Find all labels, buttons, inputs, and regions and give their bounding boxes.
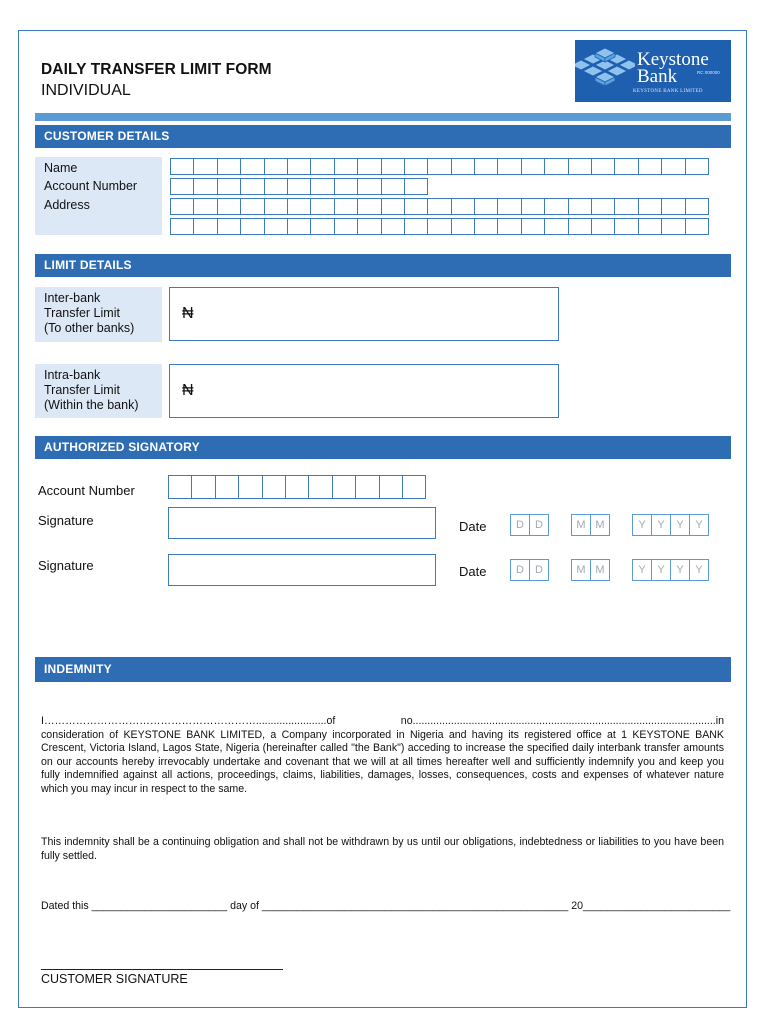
inter-bank-label-line1: Inter-bank bbox=[44, 291, 101, 305]
customer-signature-line[interactable] bbox=[41, 969, 283, 970]
char-cell[interactable] bbox=[310, 158, 334, 175]
char-cell[interactable] bbox=[614, 158, 638, 175]
char-cell[interactable] bbox=[217, 198, 241, 215]
char-cell[interactable] bbox=[521, 218, 545, 235]
date-year-1[interactable] bbox=[632, 514, 708, 536]
customer-labels-panel bbox=[35, 157, 162, 235]
char-cell[interactable] bbox=[544, 158, 568, 175]
char-cell[interactable] bbox=[404, 158, 428, 175]
inter-bank-label-panel bbox=[35, 287, 162, 342]
intra-bank-label-line3: (Within the bank) bbox=[44, 398, 139, 412]
char-cell[interactable] bbox=[381, 178, 405, 195]
char-cell[interactable] bbox=[287, 198, 311, 215]
char-cell[interactable] bbox=[685, 218, 709, 235]
char-cell[interactable] bbox=[287, 178, 311, 195]
naira-symbol: ₦ bbox=[182, 305, 194, 322]
char-cell[interactable] bbox=[544, 218, 568, 235]
intra-bank-limit-field[interactable] bbox=[169, 364, 559, 418]
date-cell[interactable]: M bbox=[571, 559, 591, 581]
char-cell[interactable] bbox=[170, 158, 194, 175]
char-cell[interactable] bbox=[264, 198, 288, 215]
char-cell[interactable] bbox=[264, 158, 288, 175]
char-cell[interactable] bbox=[334, 218, 358, 235]
char-cell[interactable] bbox=[661, 198, 685, 215]
char-cell[interactable] bbox=[591, 158, 615, 175]
char-cell[interactable] bbox=[614, 198, 638, 215]
char-cell[interactable] bbox=[614, 218, 638, 235]
char-cell[interactable] bbox=[474, 198, 498, 215]
char-cell[interactable] bbox=[240, 158, 264, 175]
char-cell[interactable] bbox=[497, 158, 521, 175]
logo-word-keystone: Keystone bbox=[637, 49, 709, 70]
address-cells-line2[interactable] bbox=[170, 218, 708, 235]
char-cell[interactable] bbox=[404, 178, 428, 195]
char-cell[interactable] bbox=[334, 158, 358, 175]
char-cell[interactable] bbox=[193, 158, 217, 175]
char-cell[interactable] bbox=[287, 218, 311, 235]
char-cell[interactable] bbox=[217, 158, 241, 175]
header-divider-bar bbox=[35, 113, 731, 121]
section-limit-details: LIMIT DETAILS bbox=[35, 254, 731, 277]
date-cell[interactable]: Y bbox=[689, 514, 709, 536]
char-cell[interactable] bbox=[285, 475, 309, 499]
char-cell[interactable] bbox=[262, 475, 286, 499]
char-cell[interactable] bbox=[332, 475, 356, 499]
char-cell[interactable] bbox=[193, 198, 217, 215]
date-cell[interactable]: Y bbox=[651, 514, 671, 536]
char-cell[interactable] bbox=[521, 158, 545, 175]
indemnity-paragraph-1: I……………………………………………………........................of no.......................................................................................................in consideration of KEYSTONE BANK LIMITED, a Company incorporated in Nigeria and having its registered office at 1 KEYSTONE BANK Crescent, Victoria Island, Lagos State, Nigeria (hereinafter called "the Bank") acceding to increase the specified daily interbank transfer amounts on our accounts hereby irrevocably undertake and covenant that we will at all times hereafter well and sufficiently indemnify you and keep you fully indemnified against all actions, proceedings, claims, liabilities, damages, losses, consequences, costs and expenses of whatever nature which you may incur in respect to the same. bbox=[41, 715, 724, 795]
char-cell[interactable] bbox=[357, 198, 381, 215]
char-cell[interactable] bbox=[217, 218, 241, 235]
char-cell[interactable] bbox=[661, 158, 685, 175]
char-cell[interactable] bbox=[402, 475, 426, 499]
char-cell[interactable] bbox=[357, 218, 381, 235]
name-cells[interactable] bbox=[170, 158, 708, 175]
customer-signature-label: CUSTOMER SIGNATURE bbox=[41, 972, 188, 986]
char-cell[interactable] bbox=[661, 218, 685, 235]
char-cell[interactable] bbox=[451, 198, 475, 215]
form-subtitle: INDIVIDUAL bbox=[41, 82, 131, 99]
date-cell[interactable]: D bbox=[510, 559, 530, 581]
char-cell[interactable] bbox=[215, 475, 239, 499]
char-cell[interactable] bbox=[638, 198, 662, 215]
date-label-1: Date bbox=[459, 519, 487, 534]
account-number-cells[interactable] bbox=[170, 178, 427, 195]
date-cell[interactable]: D bbox=[529, 559, 549, 581]
char-cell[interactable] bbox=[591, 198, 615, 215]
inter-bank-label-line2: Transfer Limit bbox=[44, 306, 120, 320]
date-year-2[interactable] bbox=[632, 559, 708, 581]
date-day-1[interactable] bbox=[510, 514, 548, 536]
char-cell[interactable] bbox=[591, 218, 615, 235]
char-cell[interactable] bbox=[521, 198, 545, 215]
inter-bank-label-line3: (To other banks) bbox=[44, 321, 135, 335]
char-cell[interactable] bbox=[191, 475, 215, 499]
keystone-cubes-icon bbox=[575, 40, 635, 102]
char-cell[interactable] bbox=[357, 158, 381, 175]
char-cell[interactable] bbox=[474, 218, 498, 235]
char-cell[interactable] bbox=[427, 218, 451, 235]
intra-bank-label-line2: Transfer Limit bbox=[44, 383, 120, 397]
char-cell[interactable] bbox=[685, 158, 709, 175]
date-day-2[interactable] bbox=[510, 559, 548, 581]
intra-bank-label-line1: Intra-bank bbox=[44, 368, 101, 382]
char-cell[interactable] bbox=[381, 218, 405, 235]
date-cell[interactable]: Y bbox=[651, 559, 671, 581]
date-cell[interactable]: Y bbox=[670, 559, 690, 581]
address-cells-line1[interactable] bbox=[170, 198, 708, 215]
char-cell[interactable] bbox=[170, 218, 194, 235]
char-cell[interactable] bbox=[497, 218, 521, 235]
char-cell[interactable] bbox=[217, 178, 241, 195]
account-number-label: Account Number bbox=[44, 179, 138, 193]
char-cell[interactable] bbox=[638, 218, 662, 235]
logo-word-bank: Bank bbox=[637, 66, 678, 87]
char-cell[interactable] bbox=[193, 178, 217, 195]
date-cell[interactable]: M bbox=[571, 514, 591, 536]
date-cell[interactable]: Y bbox=[632, 559, 652, 581]
date-cell[interactable]: Y bbox=[632, 514, 652, 536]
date-cell[interactable]: M bbox=[590, 559, 610, 581]
address-label: Address bbox=[44, 198, 90, 212]
char-cell[interactable] bbox=[240, 178, 264, 195]
indemnity-paragraph-2: This indemnity shall be a continuing obligation and shall not be withdrawn by us until our obligations, indebtedness or liabilities to you have been fully settled. bbox=[41, 836, 724, 862]
char-cell[interactable] bbox=[240, 218, 264, 235]
char-cell[interactable] bbox=[355, 475, 379, 499]
char-cell[interactable] bbox=[310, 218, 334, 235]
char-cell[interactable] bbox=[451, 158, 475, 175]
signatory-account-cells[interactable] bbox=[168, 475, 425, 499]
char-cell[interactable] bbox=[264, 178, 288, 195]
char-cell[interactable] bbox=[568, 198, 592, 215]
char-cell[interactable] bbox=[544, 198, 568, 215]
section-indemnity: INDEMNITY bbox=[35, 657, 731, 682]
char-cell[interactable] bbox=[427, 198, 451, 215]
char-cell[interactable] bbox=[238, 475, 262, 499]
date-month-2[interactable] bbox=[571, 559, 609, 581]
char-cell[interactable] bbox=[381, 158, 405, 175]
date-month-1[interactable] bbox=[571, 514, 609, 536]
char-cell[interactable] bbox=[308, 475, 332, 499]
char-cell[interactable] bbox=[568, 218, 592, 235]
char-cell[interactable] bbox=[451, 218, 475, 235]
char-cell[interactable] bbox=[568, 158, 592, 175]
naira-symbol: ₦ bbox=[182, 382, 194, 399]
date-cell[interactable]: Y bbox=[689, 559, 709, 581]
keystone-bank-logo bbox=[575, 40, 731, 102]
signature-field-2[interactable] bbox=[168, 554, 436, 586]
date-cell[interactable]: Y bbox=[670, 514, 690, 536]
signature-label-2: Signature bbox=[38, 558, 94, 573]
char-cell[interactable] bbox=[379, 475, 403, 499]
char-cell[interactable] bbox=[381, 198, 405, 215]
signatory-account-label: Account Number bbox=[38, 483, 135, 498]
char-cell[interactable] bbox=[357, 178, 381, 195]
section-authorized-signatory: AUTHORIZED SIGNATORY bbox=[35, 436, 731, 459]
form-title: DAILY TRANSFER LIMIT FORM bbox=[41, 61, 272, 78]
char-cell[interactable] bbox=[170, 198, 194, 215]
char-cell[interactable] bbox=[427, 158, 451, 175]
date-label-2: Date bbox=[459, 564, 487, 579]
char-cell[interactable] bbox=[685, 198, 709, 215]
char-cell[interactable] bbox=[497, 198, 521, 215]
char-cell[interactable] bbox=[240, 198, 264, 215]
char-cell[interactable] bbox=[310, 198, 334, 215]
char-cell[interactable] bbox=[404, 198, 428, 215]
char-cell[interactable] bbox=[193, 218, 217, 235]
name-label: Name bbox=[44, 161, 78, 175]
char-cell[interactable] bbox=[264, 218, 288, 235]
logo-tagline: KEYSTONE BANK LIMITED bbox=[633, 89, 703, 94]
date-cell[interactable]: D bbox=[529, 514, 549, 536]
section-customer-details: CUSTOMER DETAILS bbox=[35, 125, 731, 148]
signature-label-1: Signature bbox=[38, 513, 94, 528]
char-cell[interactable] bbox=[168, 475, 192, 499]
char-cell[interactable] bbox=[334, 178, 358, 195]
signature-field-1[interactable] bbox=[168, 507, 436, 539]
char-cell[interactable] bbox=[404, 218, 428, 235]
char-cell[interactable] bbox=[638, 158, 662, 175]
intra-bank-label-panel bbox=[35, 364, 162, 418]
dated-this-line: Dated this _______________________ day of ____________________________________________________ 20_________________________ bbox=[41, 900, 731, 912]
date-cell[interactable]: D bbox=[510, 514, 530, 536]
date-cell[interactable]: M bbox=[590, 514, 610, 536]
char-cell[interactable] bbox=[310, 178, 334, 195]
char-cell[interactable] bbox=[334, 198, 358, 215]
logo-rc-number: RC 000000 bbox=[697, 70, 720, 75]
char-cell[interactable] bbox=[170, 178, 194, 195]
inter-bank-limit-field[interactable] bbox=[169, 287, 559, 341]
char-cell[interactable] bbox=[474, 158, 498, 175]
char-cell[interactable] bbox=[287, 158, 311, 175]
